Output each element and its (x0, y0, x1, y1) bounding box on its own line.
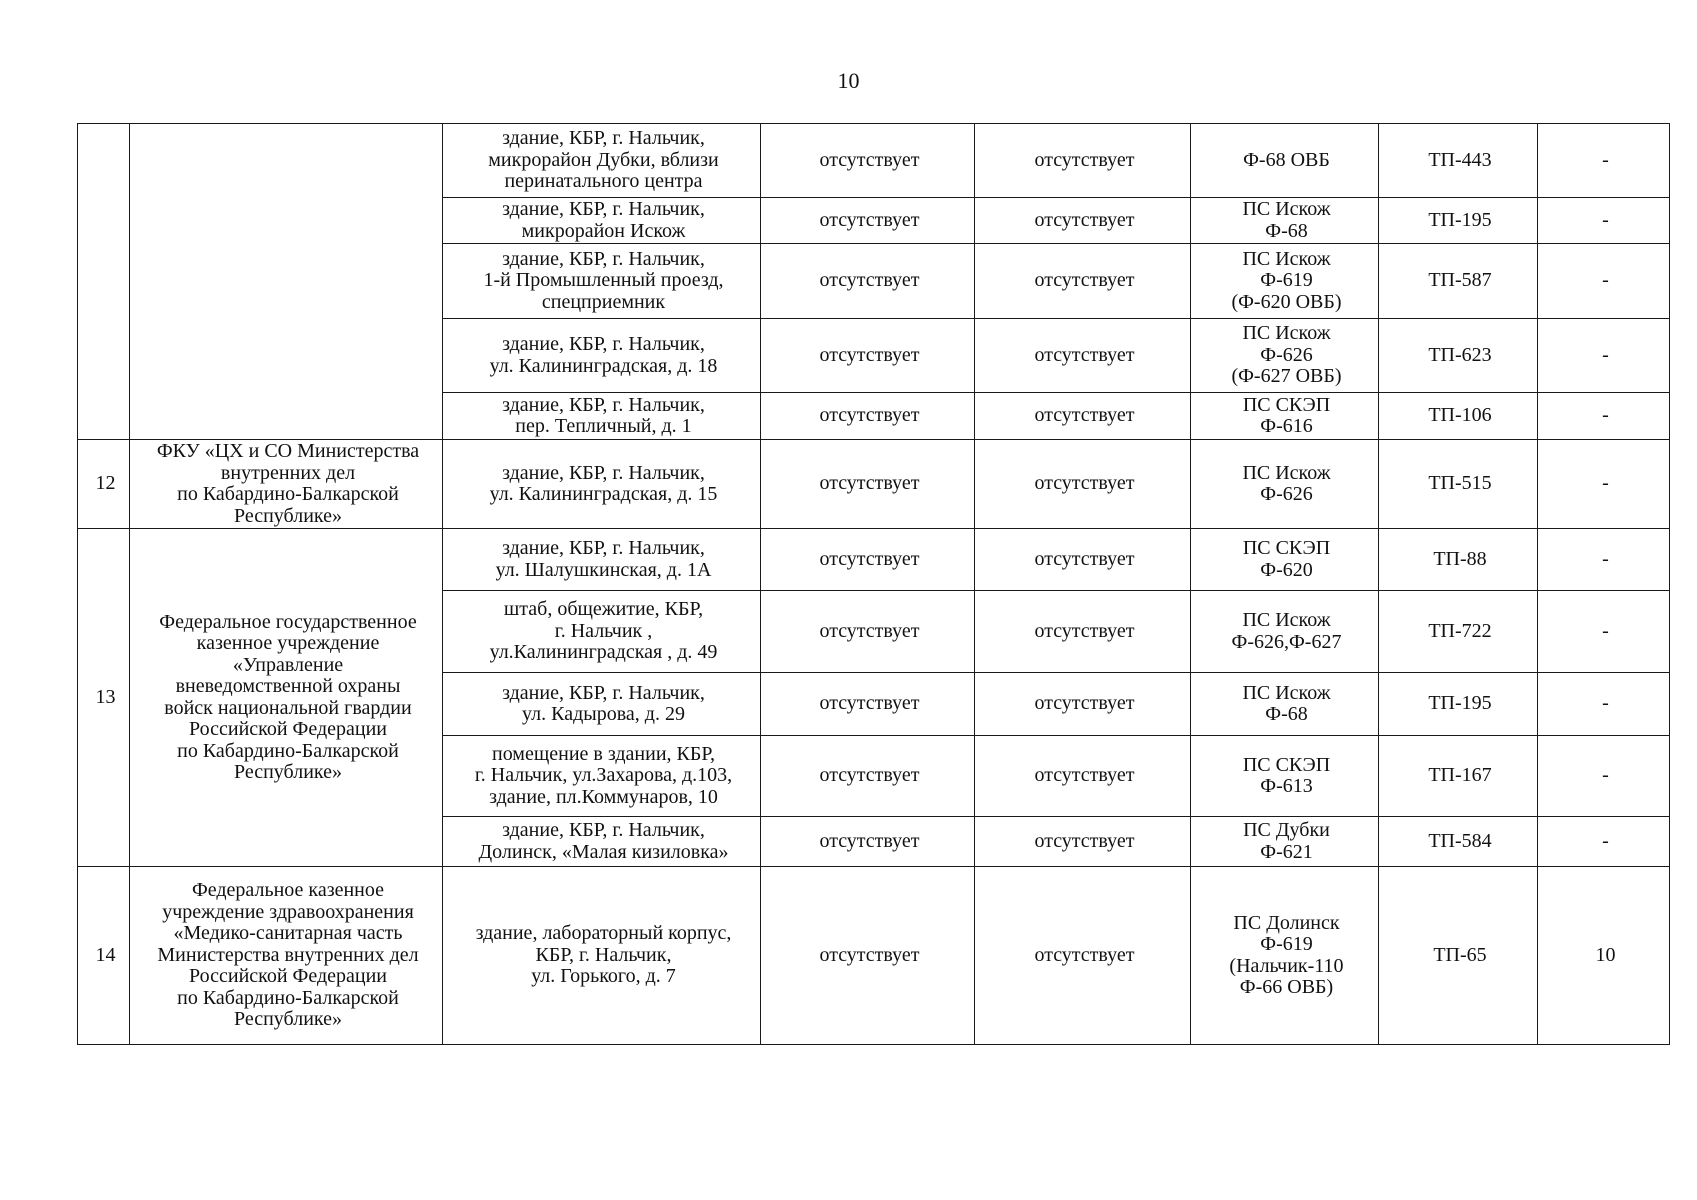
object-cell: здание, лабораторный корпус, КБР, г. Нальчик, ул. Горького, д. 7 (443, 867, 761, 1045)
status-cell-a: отсутствует (761, 244, 975, 319)
tp-cell: ТП-195 (1379, 673, 1538, 736)
status-cell-a: отсутствует (761, 736, 975, 817)
organization-cell: ФКУ «ЦХ и СО Министерства внутренних дел по Кабардино-Балкарской Республике» (130, 440, 443, 529)
tp-cell: ТП-623 (1379, 319, 1538, 393)
substation-cell: Ф-68 ОВБ (1191, 124, 1379, 198)
status-cell-a: отсутствует (761, 867, 975, 1045)
substation-cell: ПС СКЭП Ф-620 (1191, 529, 1379, 591)
tp-cell: ТП-515 (1379, 440, 1538, 529)
tp-cell: ТП-195 (1379, 198, 1538, 244)
tp-cell: ТП-722 (1379, 591, 1538, 673)
object-cell: здание, КБР, г. Нальчик, микрорайон Дубки, вблизи перинатального центра (443, 124, 761, 198)
substation-cell: ПС Искож Ф-68 (1191, 673, 1379, 736)
substation-cell: ПС Дубки Ф-621 (1191, 817, 1379, 867)
object-cell: помещение в здании, КБР, г. Нальчик, ул.Захарова, д.103, здание, пл.Коммунаров, 10 (443, 736, 761, 817)
substation-cell: ПС СКЭП Ф-616 (1191, 393, 1379, 440)
last-cell: - (1538, 198, 1670, 244)
object-cell: здание, КБР, г. Нальчик, 1-й Промышленный проезд, спецприемник (443, 244, 761, 319)
facilities-table (77, 123, 1670, 1045)
status-cell-b: отсутствует (975, 673, 1191, 736)
status-cell-b: отсутствует (975, 867, 1191, 1045)
table-row (78, 124, 1670, 198)
organization-cell: Федеральное казенное учреждение здравоохранения «Медико-санитарная часть Министерства внутренних дел Российской Федерации по Кабардино-Балкарской Республике» (130, 867, 443, 1045)
object-cell: здание, КБР, г. Нальчик, микрорайон Искож (443, 198, 761, 244)
substation-cell: ПС Искож Ф-626,Ф-627 (1191, 591, 1379, 673)
object-cell: здание, КБР, г. Нальчик, ул. Шалушкинская, д. 1А (443, 529, 761, 591)
status-cell-a: отсутствует (761, 198, 975, 244)
status-cell-a: отсутствует (761, 529, 975, 591)
substation-cell: ПС СКЭП Ф-613 (1191, 736, 1379, 817)
status-cell-a: отсутствует (761, 319, 975, 393)
tp-cell: ТП-65 (1379, 867, 1538, 1045)
status-cell-b: отсутствует (975, 124, 1191, 198)
tp-cell: ТП-88 (1379, 529, 1538, 591)
status-cell-a: отсутствует (761, 393, 975, 440)
last-cell: - (1538, 393, 1670, 440)
object-cell: здание, КБР, г. Нальчик, Долинск, «Малая кизиловка» (443, 817, 761, 867)
last-cell: 10 (1538, 867, 1670, 1045)
object-cell: здание, КБР, г. Нальчик, ул. Кадырова, д. 29 (443, 673, 761, 736)
tp-cell: ТП-587 (1379, 244, 1538, 319)
object-cell: здание, КБР, г. Нальчик, ул. Калининградская, д. 18 (443, 319, 761, 393)
status-cell-b: отсутствует (975, 319, 1191, 393)
row-number-cell: 13 (78, 529, 130, 867)
status-cell-b: отсутствует (975, 736, 1191, 817)
tp-cell: ТП-443 (1379, 124, 1538, 198)
table-row (78, 867, 1670, 1045)
tp-cell: ТП-584 (1379, 817, 1538, 867)
last-cell: - (1538, 244, 1670, 319)
object-cell: штаб, общежитие, КБР, г. Нальчик , ул.Калининградская , д. 49 (443, 591, 761, 673)
substation-cell: ПС Искож Ф-619 (Ф-620 ОВБ) (1191, 244, 1379, 319)
substation-cell: ПС Искож Ф-68 (1191, 198, 1379, 244)
status-cell-b: отсутствует (975, 817, 1191, 867)
status-cell-a: отсутствует (761, 817, 975, 867)
table-row (78, 529, 1670, 591)
row-number-cell (78, 124, 130, 440)
substation-cell: ПС Искож Ф-626 (1191, 440, 1379, 529)
last-cell: - (1538, 591, 1670, 673)
last-cell: - (1538, 673, 1670, 736)
object-cell: здание, КБР, г. Нальчик, пер. Тепличный, д. 1 (443, 393, 761, 440)
row-number-cell: 14 (78, 867, 130, 1045)
tp-cell: ТП-106 (1379, 393, 1538, 440)
last-cell: - (1538, 529, 1670, 591)
status-cell-a: отсутствует (761, 440, 975, 529)
status-cell-b: отсутствует (975, 198, 1191, 244)
status-cell-b: отсутствует (975, 244, 1191, 319)
substation-cell: ПС Долинск Ф-619 (Нальчик-110 Ф-66 ОВБ) (1191, 867, 1379, 1045)
status-cell-a: отсутствует (761, 673, 975, 736)
status-cell-b: отсутствует (975, 440, 1191, 529)
object-cell: здание, КБР, г. Нальчик, ул. Калининградская, д. 15 (443, 440, 761, 529)
page-number: 10 (837, 68, 860, 93)
last-cell: - (1538, 817, 1670, 867)
organization-cell: Федеральное государственное казенное учреждение «Управление вневедомственной охраны войск национальной гвардии Российской Федерации по Кабардино-Балкарской Республике» (130, 529, 443, 867)
status-cell-b: отсутствует (975, 393, 1191, 440)
organization-cell (130, 124, 443, 440)
last-cell: - (1538, 319, 1670, 393)
status-cell-a: отсутствует (761, 591, 975, 673)
status-cell-a: отсутствует (761, 124, 975, 198)
row-number-cell: 12 (78, 440, 130, 529)
last-cell: - (1538, 736, 1670, 817)
status-cell-b: отсутствует (975, 529, 1191, 591)
last-cell: - (1538, 440, 1670, 529)
table-row (78, 440, 1670, 529)
last-cell: - (1538, 124, 1670, 198)
status-cell-b: отсутствует (975, 591, 1191, 673)
substation-cell: ПС Искож Ф-626 (Ф-627 ОВБ) (1191, 319, 1379, 393)
tp-cell: ТП-167 (1379, 736, 1538, 817)
